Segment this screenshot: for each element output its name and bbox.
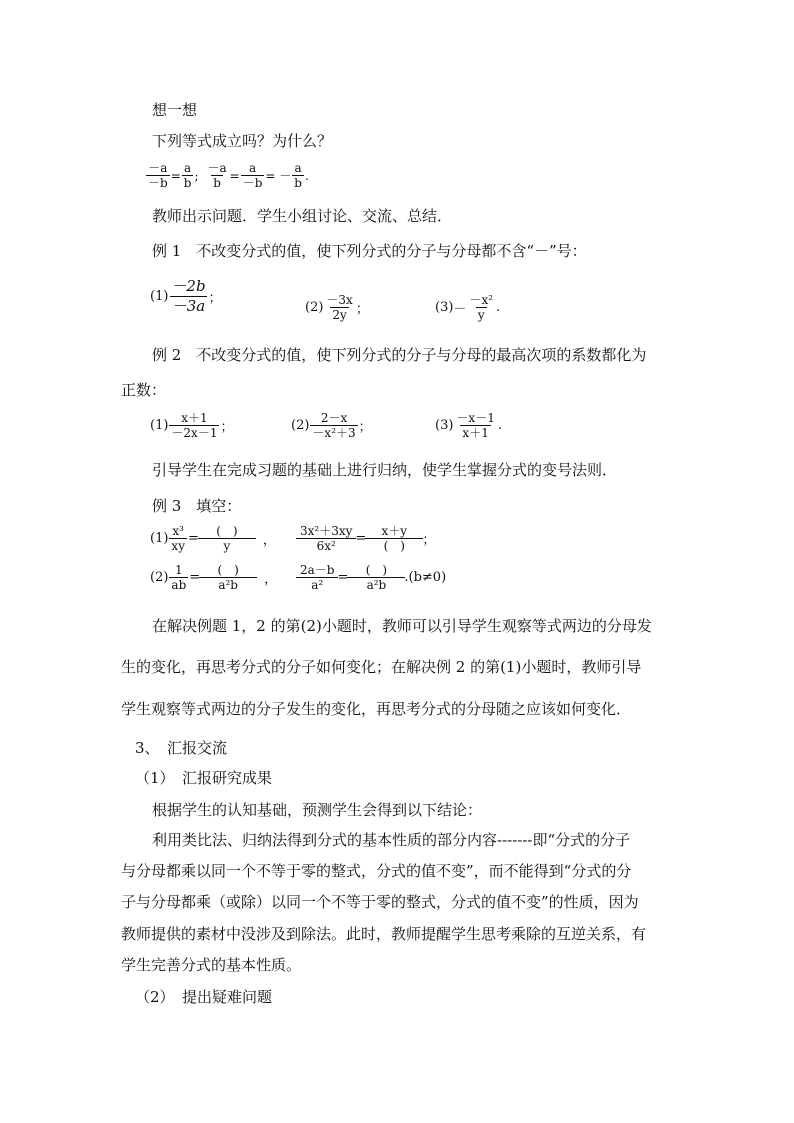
paragraph-result-line-4: 教师提供的素材中没涉及到除法。此时，教师提醒学生思考乘除的互逆关系，有 bbox=[121, 925, 647, 943]
fraction: $\frac{a}{-b}$ bbox=[242, 161, 263, 190]
paragraph-predict: 根据学生的认知基础，预测学生会得到以下结论： bbox=[152, 801, 483, 819]
paragraph-result-line-2: 与分母都乘以同一个不等于零的整式，分式的值不变”，而不能得到“分式的分 bbox=[121, 862, 632, 880]
example-3-row-2a: (2) $\frac{1}{ab}$ = $\frac{( )}{\text{a²b}}$ ， bbox=[150, 563, 278, 592]
example-3-row-1b: $\frac{\text{3x²＋3xy}}{\text{6x²}}$ = $\frac{x+y}{( )}$ ； bbox=[297, 524, 435, 553]
heading-3-2: （2） 提出疑难问题 bbox=[135, 988, 273, 1006]
heading-3-1: （1） 汇报研究成果 bbox=[135, 769, 273, 787]
example-2-title-line-1: 例 2 不改变分式的值，使下列分式的分子与分母的最高次项的系数都化为 bbox=[152, 346, 647, 364]
fraction: $\frac{-a}{-b}$ bbox=[148, 161, 168, 190]
example-2-title-line-2: 正数： bbox=[121, 381, 167, 399]
example-1-item-2: (2) $\frac{-3x}{2y}$ ； bbox=[305, 293, 369, 322]
fraction: $\frac{-a}{b}$ bbox=[207, 161, 227, 190]
question: 下列等式成立吗？为什么？ bbox=[152, 132, 333, 150]
paragraph-guide: 引导学生在完成习题的基础上进行归纳，使学生掌握分式的变号法则． bbox=[152, 461, 618, 479]
paragraph-solve-line-2: 生的变化，再思考分式的分子如何变化；在解决例 2 的第(1)小题时，教师引导 bbox=[121, 658, 642, 676]
fraction: $\frac{a}{b}$ bbox=[294, 161, 302, 190]
identities: $\frac{-a}{-b}$ = $\frac{a}{b}$ ; $\frac{-a}{b}$ = $\frac{a}{-b}$ = － $\frac{a}{b}$ . bbox=[148, 161, 309, 190]
paragraph-teacher: 教师出示问题．学生小组讨论、交流、总结． bbox=[152, 207, 453, 225]
example-3-title: 例 3 填空： bbox=[152, 497, 242, 515]
paragraph-solve-line-1: 在解决例题 1，2 的第(2)小题时，教师可以引导学生观察等式两边的分母发 bbox=[152, 617, 652, 635]
example-2-item-1: (1) $\frac{x+1}{-2x-1}$ ； bbox=[150, 411, 234, 440]
example-2-item-2: (2) $\frac{2-x}{\text{－x²＋3}}$ ； bbox=[291, 411, 372, 440]
paragraph-solve-line-3: 学生观察等式两边的分子发生的变化，再思考分式的分母随之应该如何变化． bbox=[121, 700, 632, 718]
paragraph-result-line-5: 学生完善分式的基本性质。 bbox=[121, 956, 302, 974]
example-2-item-3: (3) $\frac{-x-1}{x+1}$ . bbox=[435, 411, 502, 440]
example-3-row-1a: (1) $\frac{\text{x³}}{xy}$ = $\frac{( )}{y}$ ， bbox=[150, 524, 276, 553]
heading-3: 3、 汇报交流 bbox=[135, 739, 228, 757]
example-1-item-3: (3) － $\frac{\text{－x²}}{y}$ . bbox=[435, 293, 501, 322]
example-1-item-1: (1) $\frac{-2b}{-3a}$ ； bbox=[150, 277, 222, 315]
paragraph-result-line-1: 利用类比法、归纳法得到分式的基本性质的部分内容-------即“分式的分子 bbox=[152, 831, 631, 849]
example-3-row-2b: $\frac{2a-b}{\text{a²}}$ = $\frac{( )}{\text{a²b}}$ .(b≠0) bbox=[297, 563, 446, 592]
section-title: 想一想 bbox=[152, 101, 198, 119]
paragraph-result-line-3: 子与分母都乘（或除）以同一个不等于零的整式，分式的值不变”的性质，因为 bbox=[121, 893, 639, 911]
example-1-title: 例 1 不改变分式的值，使下列分式的分子与分母都不含“－”号： bbox=[152, 242, 587, 260]
fraction: $\frac{a}{b}$ bbox=[183, 161, 192, 190]
